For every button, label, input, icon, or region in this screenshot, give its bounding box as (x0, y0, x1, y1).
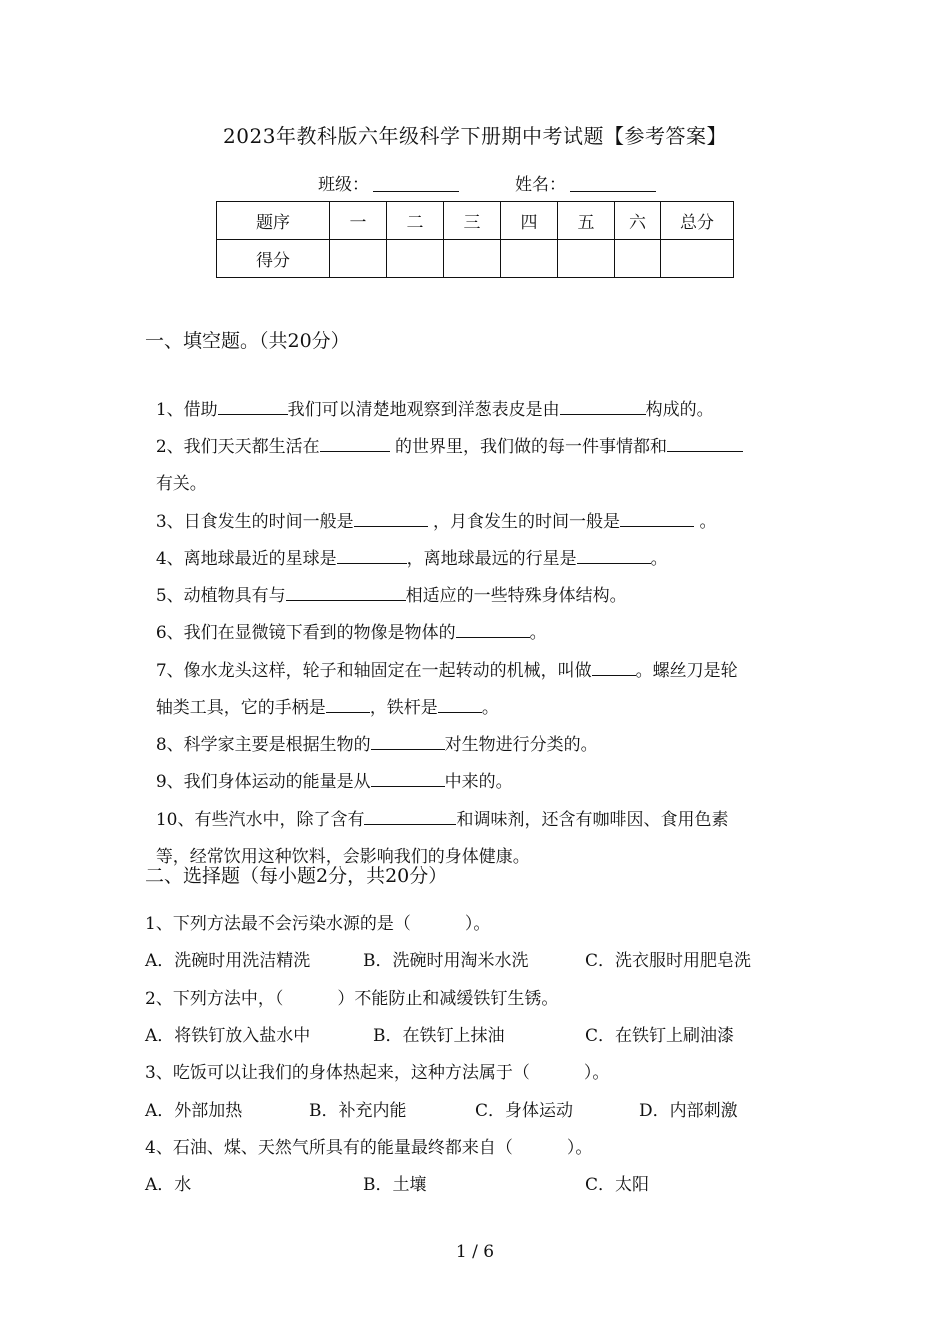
line-text: 相适应的一些特殊身体结构。 (405, 586, 627, 606)
option[interactable]: B．洗碗时用淘米水洗 (363, 951, 529, 971)
option[interactable]: A．将铁钉放入盐水中 (145, 1026, 311, 1046)
score-header-cell: 五 (558, 202, 615, 240)
option[interactable]: D．内部刺激 (639, 1101, 738, 1121)
class-blank[interactable] (373, 173, 459, 192)
line-text: 对生物进行分类的。 (444, 735, 598, 755)
score-table-row (217, 240, 734, 278)
answer-blank[interactable] (320, 437, 390, 452)
score-cell[interactable] (501, 240, 558, 278)
student-info (318, 170, 656, 195)
score-cell[interactable] (558, 240, 615, 278)
line-text: ，铁杆是 (369, 698, 438, 718)
line-text: 有关。 (155, 474, 207, 494)
line-text: 7、像水龙头这样，轮子和轴固定在一起转动的机械，叫做 (155, 661, 592, 681)
line-text: 4、离地球最近的星球是 (155, 549, 337, 569)
line-text: 我们可以清楚地观察到洋葱表皮是由 (287, 400, 560, 420)
score-header-cell: 四 (501, 202, 558, 240)
score-table-header-row (217, 202, 734, 240)
option[interactable]: B．土壤 (363, 1175, 427, 1195)
answer-blank[interactable] (592, 661, 636, 676)
line-text: 1、借助 (155, 400, 218, 420)
score-header-cell: 二 (387, 202, 444, 240)
score-header-cell: 总分 (661, 202, 734, 240)
line-text: 3、日食发生的时间一般是 (155, 512, 354, 532)
score-cell[interactable] (330, 240, 387, 278)
score-row-label: 得分 (217, 240, 330, 278)
score-table (216, 201, 734, 278)
line-text: 和调味剂，还含有咖啡因、食用色素 (456, 810, 729, 830)
section-2-heading: 二、选择题（每小题2分，共20分） (145, 865, 448, 887)
line-text: 。 (650, 549, 668, 569)
option[interactable]: C．太阳 (585, 1175, 650, 1195)
score-header-cell: 题序 (217, 202, 330, 240)
class-label: 班级： (318, 175, 369, 195)
option[interactable]: A．外部加热 (145, 1101, 243, 1121)
option[interactable]: B．在铁钉上抹油 (373, 1026, 505, 1046)
line-text: 9、我们身体运动的能量是从 (155, 772, 371, 792)
name-blank[interactable] (570, 173, 656, 192)
option[interactable]: C．在铁钉上刷油漆 (585, 1026, 735, 1046)
line-text: 。螺丝刀是轮 (635, 661, 738, 681)
line-text: ，离地球最远的行星是 (406, 549, 577, 569)
option[interactable]: A．水 (145, 1175, 192, 1195)
line-text: 10、有些汽水中，除了含有 (155, 810, 365, 830)
line-text: 的世界里，我们做的每一件事情都和 (389, 437, 668, 457)
option[interactable]: B．补充内能 (309, 1101, 407, 1121)
line-text: 6、我们在显微镜下看到的物像是物体的 (155, 623, 456, 643)
line-text: 。 (529, 623, 547, 643)
score-cell[interactable] (661, 240, 734, 278)
question-stem: 4、石油、煤、天然气所具有的能量最终都来自（ ）。 (145, 1138, 593, 1158)
question-stem: 2、下列方法中，（ ）不能防止和减缓铁钉生锈。 (145, 989, 559, 1009)
line-text: 等，经常饮用这种饮料，会影响我们的身体健康。 (155, 847, 530, 867)
question-stem: 3、吃饭可以让我们的身体热起来，这种方法属于（ ）。 (145, 1063, 610, 1083)
line-text: 2、我们天天都生活在 (155, 437, 320, 457)
line-text: 8、科学家主要是根据生物的 (155, 735, 371, 755)
page-title: 2023年教科版六年级科学下册期中考试题【参考答案】 (223, 124, 727, 148)
score-header-cell: 一 (330, 202, 387, 240)
line-text: 。 (481, 698, 499, 718)
option[interactable]: C．洗衣服时用肥皂洗 (585, 951, 752, 971)
option[interactable]: C．身体运动 (475, 1101, 574, 1121)
question-stem: 1、下列方法最不会污染水源的是（ ）。 (145, 914, 491, 934)
line-text: 。 (694, 512, 717, 532)
line-text: 构成的。 (645, 400, 714, 420)
line-text: 轴类工具，它的手柄是 (155, 698, 326, 718)
line-text: ，月食发生的时间一般是 (427, 512, 621, 532)
score-header-cell: 六 (615, 202, 661, 240)
name-label: 姓名： (515, 175, 566, 195)
line-text: 5、动植物具有与 (155, 586, 286, 606)
score-cell[interactable] (615, 240, 661, 278)
option[interactable]: A．洗碗时用洗洁精洗 (145, 951, 311, 971)
answer-blank[interactable] (667, 437, 743, 452)
section-1-heading: 一、填空题。（共20分） (145, 330, 350, 352)
score-cell[interactable] (444, 240, 501, 278)
question-line (145, 412, 743, 457)
line-text: 中来的。 (444, 772, 513, 792)
score-header-cell: 三 (444, 202, 501, 240)
page-number: 1 / 6 (455, 1242, 495, 1262)
score-cell[interactable] (387, 240, 444, 278)
